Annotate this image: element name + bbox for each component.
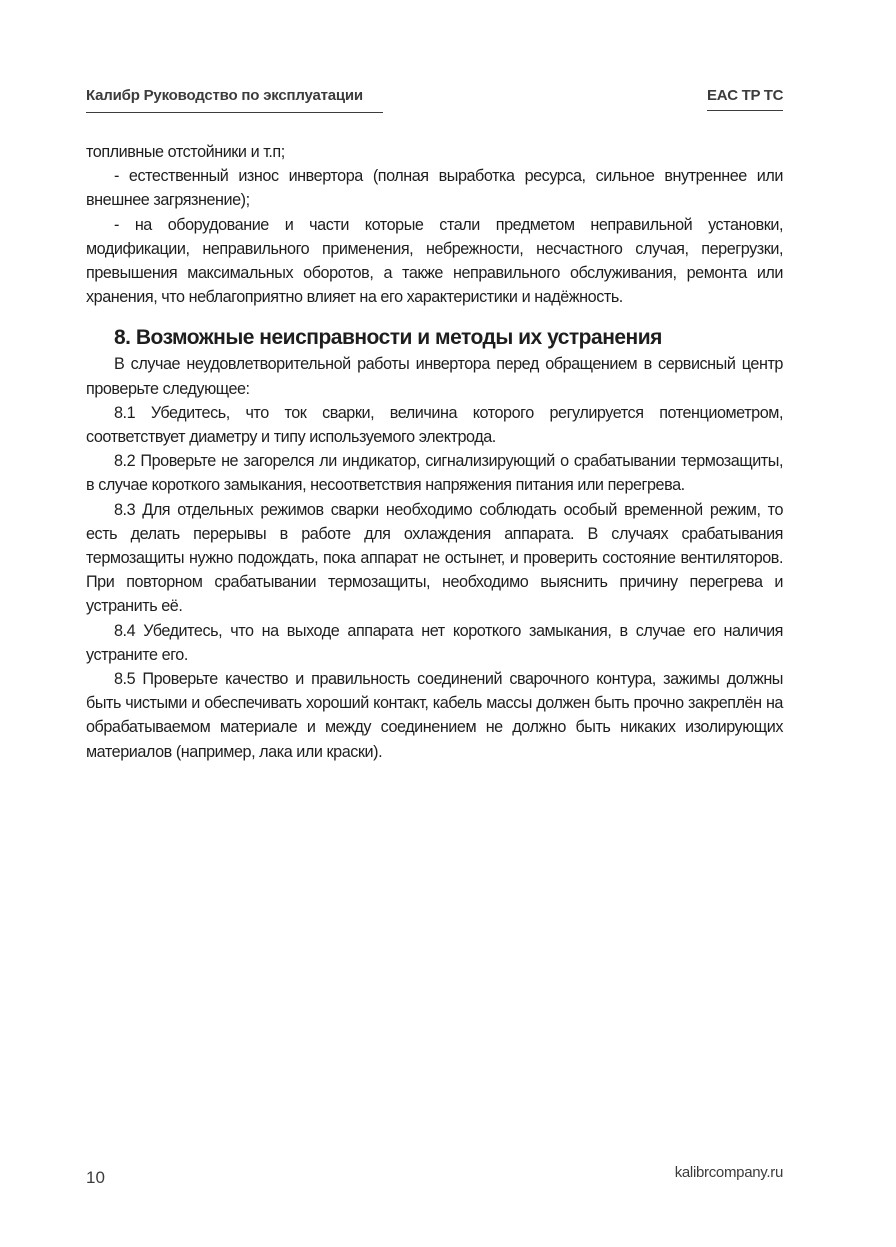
paragraph-misuse-exclusion: - на оборудование и части которые стали предметом неправильной установки, модификации, неправильного применения, небрежности, несчастного случая, перегрузки, превышения максимальных оборотов, а также неправильного обслуживания, ремонта или хранения, что неблагоприятно влияет на его характеристики и надёжность. [86, 215, 783, 307]
paragraph-continuation: топливные отстойники и т.п; [86, 143, 285, 161]
page-header [86, 86, 783, 116]
list-item-8-5: 8.5 Проверьте качество и правильность соединений сварочного контура, зажимы должны быть чистыми и обеспечивать хороший контакт, кабель массы должен быть прочно закреплён на обрабатываемом материале и между соединением не должно быть никаких изолирующих материалов (например, лака или краски). [86, 670, 783, 761]
list-item-8-1: 8.1 Убедитесь, что ток сварки, величина которого регулируется потенциометром, соответствует диаметру и типу используемого электрода. [86, 403, 783, 447]
section-heading: 8. Возможные неисправности и методы их устранения [114, 326, 662, 350]
list-item-8-4: 8.4 Убедитесь, что на выходе аппарата нет короткого замыкания, в случае его наличия устраните его. [86, 621, 783, 664]
document-title: Калибр Руководство по эксплуатации [86, 86, 383, 113]
paragraph-wear-exclusion: - естественный износ инвертора (полная выработка ресурса, сильное внутреннее или внешнее загрязнение); [86, 167, 783, 210]
section-intro: В случае неудовлетворительной работы инвертора перед обращением в сервисный центр проверьте следующее: [86, 355, 783, 398]
page-footer [86, 1164, 783, 1188]
list-item-8-2: 8.2 Проверьте не загорелся ли индикатор, сигнализирующий о срабатывании термозащиты, в случае короткого замыкания, несоответствия напряжения питания или перегрева. [86, 452, 783, 495]
list-item-8-3: 8.3 Для отдельных режимов сварки необходимо соблюдать особый временной режим, то есть делать перерывы в работе для охлаждения аппарата. В случаях срабатывания термозащиты нужно подождать, пока аппарат не остынет, и проверить состояние вентиляторов. При повторном срабатывании термозащиты, необходимо выяснить причину перегрева и устранить её. [86, 500, 783, 616]
page-number: 10 [86, 1168, 105, 1187]
page-content [86, 140, 783, 764]
website-link: kalibrcompany.ru [674, 1164, 783, 1181]
certification-mark: EAC TP TC [707, 86, 783, 111]
